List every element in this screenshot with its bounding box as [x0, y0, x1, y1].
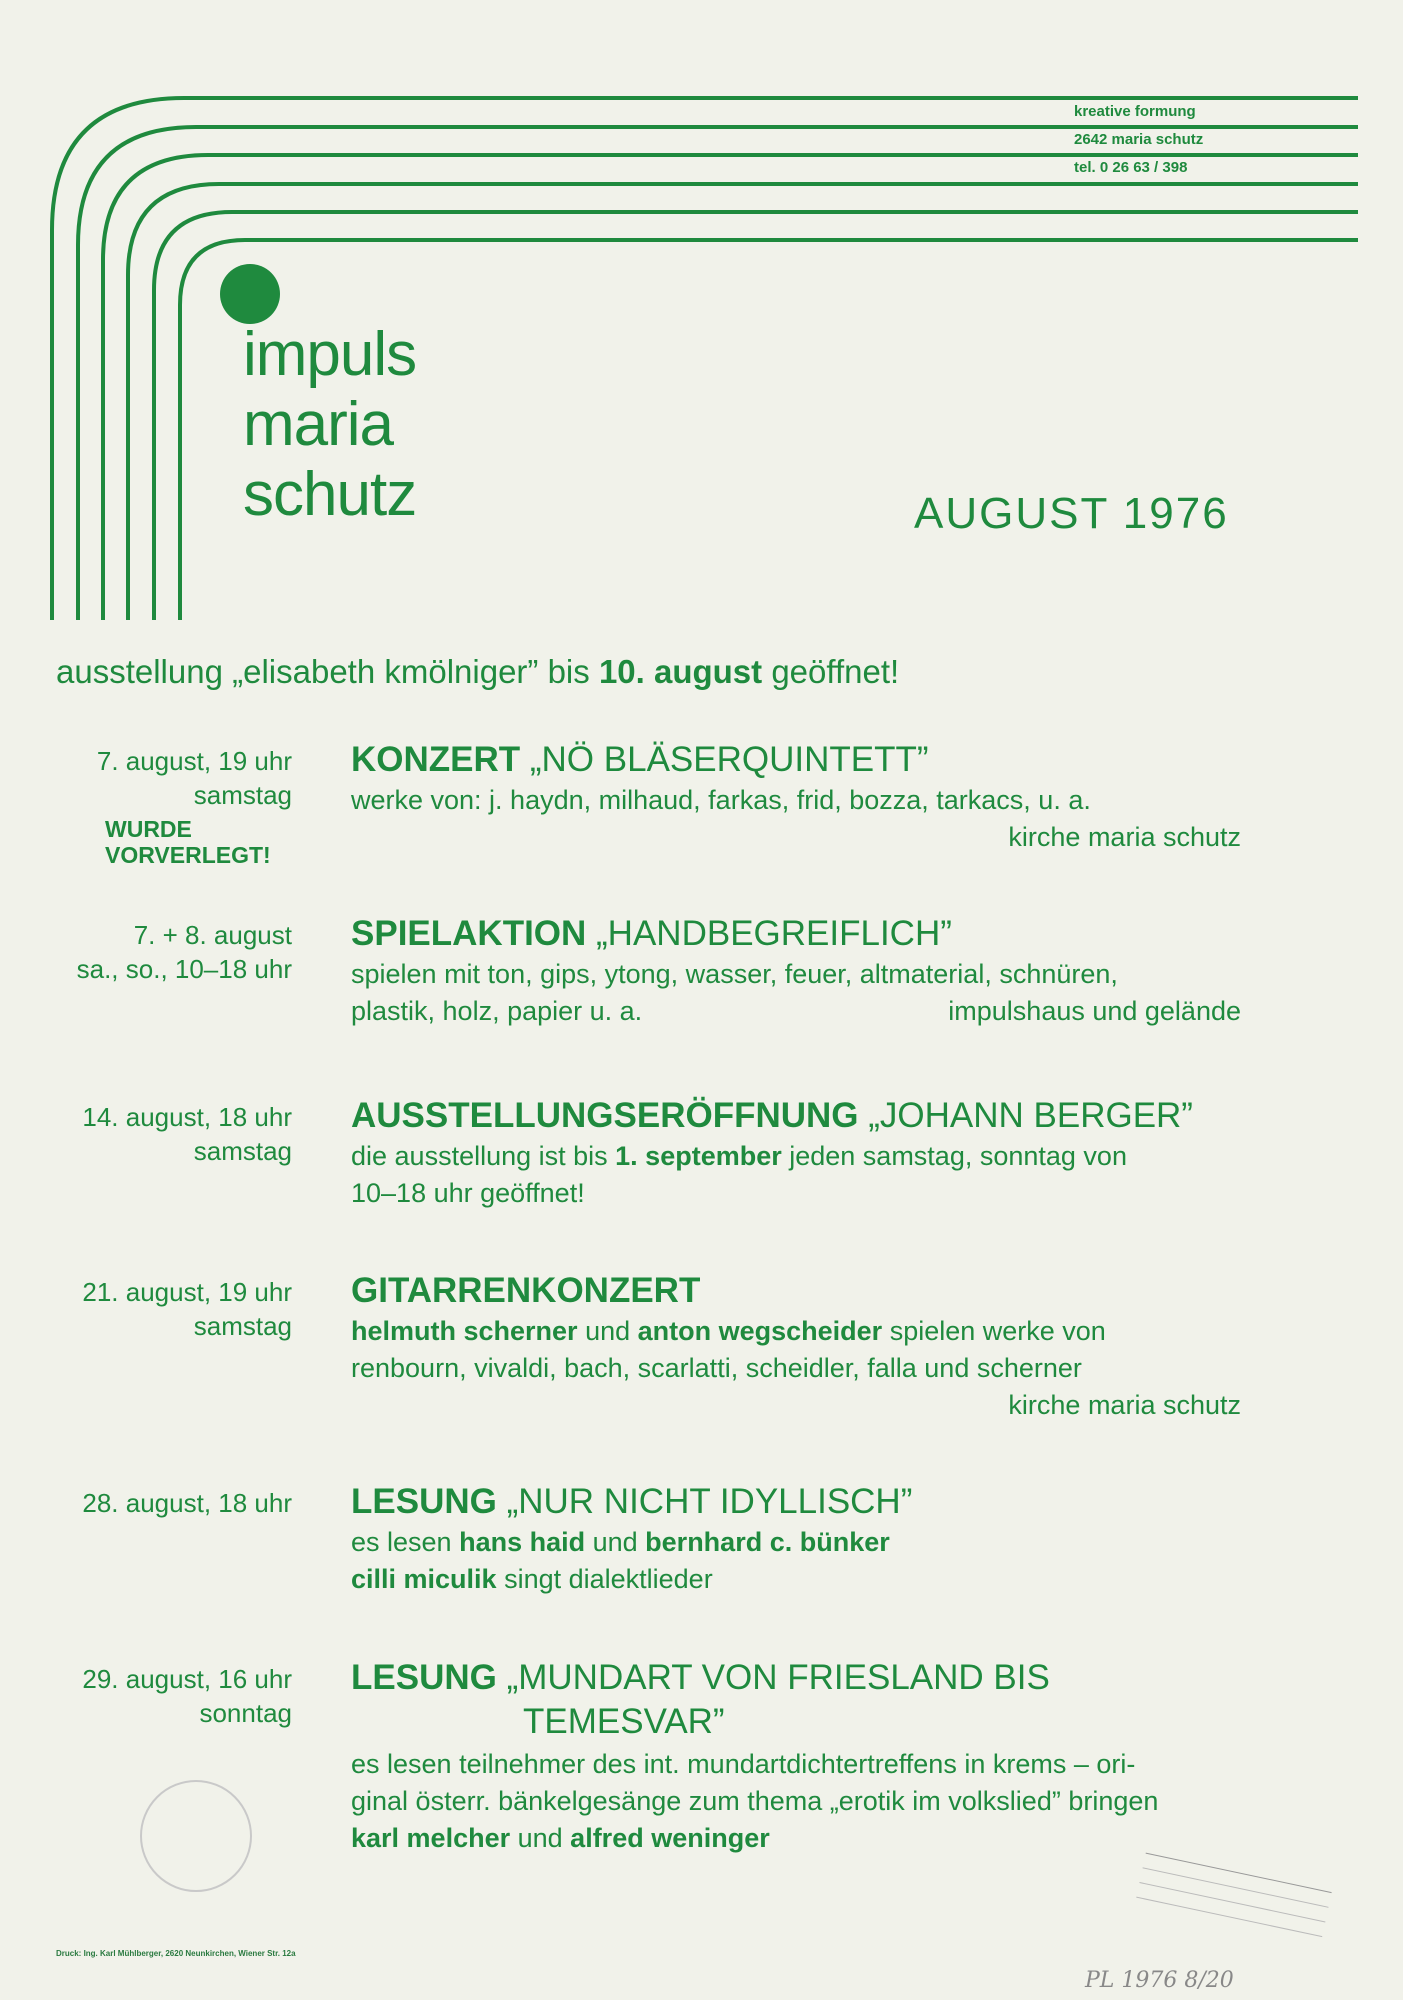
event-body: es lesen teilnehmer des int. mundartdichtertreffens in krems – ori- — [351, 1749, 1136, 1779]
logo-dot — [220, 264, 280, 324]
event-entry — [351, 1269, 1241, 1424]
body-text: singt dialektlieder — [496, 1564, 713, 1594]
day-line: sa., so., 10–18 uhr — [76, 954, 292, 984]
body-text: und — [577, 1316, 638, 1346]
event-body — [351, 1313, 1241, 1350]
body-text: und — [510, 1823, 571, 1853]
logo-line: schutz — [243, 460, 417, 529]
event-name: „HANDBEGREIFLICH” — [586, 914, 952, 953]
logo-line: maria — [243, 390, 394, 459]
logo-line: impuls — [243, 320, 417, 389]
archive-number: PL 1976 8/20 — [1085, 1968, 1234, 1993]
postponed-notice — [42, 816, 292, 868]
intro-text: geöffnet! — [762, 653, 900, 690]
performer-name: anton wegscheider — [637, 1316, 883, 1346]
event-title — [351, 1656, 1241, 1700]
notice-line: VORVERLEGT! — [105, 842, 271, 868]
event-entry — [351, 1480, 1241, 1598]
event-body: renbourn, vivaldi, bach, scarlatti, scheidler, falla und scherner — [351, 1353, 1082, 1383]
event-type: SPIELAKTION — [351, 914, 587, 953]
performer-name: cilli miculik — [351, 1564, 497, 1594]
event-name: „JOHANN BERGER” — [858, 1096, 1193, 1135]
intro-line — [56, 653, 899, 691]
event-name: TEMESVAR” — [523, 1702, 725, 1741]
day-line: samstag — [193, 1311, 292, 1341]
date-line: 29. august, 16 uhr — [82, 1664, 292, 1694]
event-body: spielen mit ton, gips, ytong, wasser, feuer, altmaterial, schnüren, — [351, 959, 1118, 989]
event-body: 10–18 uhr geöffnet! — [351, 1178, 585, 1208]
performer-name: hans haid — [459, 1527, 586, 1557]
body-text: es lesen — [351, 1527, 460, 1557]
event-entry — [351, 912, 1241, 1030]
event-date — [42, 918, 292, 986]
event-title — [351, 738, 1241, 782]
contact-line: tel. 0 26 63 / 398 — [1074, 159, 1188, 176]
event-entry — [351, 1656, 1241, 1857]
intro-text: ausstellung „elisabeth kmölniger” bis — [56, 653, 599, 690]
event-entry — [351, 1094, 1241, 1212]
event-body — [351, 1561, 1241, 1598]
event-body — [351, 1820, 1241, 1857]
event-type: AUSSTELLUNGSERÖFFNUNG — [351, 1096, 859, 1135]
event-body-row — [351, 993, 1241, 1030]
event-title — [351, 1094, 1241, 1138]
body-text: jeden samstag, sonntag von — [781, 1141, 1127, 1171]
performer-name: alfred weninger — [570, 1823, 770, 1853]
event-type: GITARRENKONZERT — [351, 1271, 701, 1310]
contact-line: 2642 maria schutz — [1074, 131, 1204, 148]
event-name: „NÖ BLÄSERQUINTETT” — [520, 740, 929, 779]
event-type: KONZERT — [351, 740, 521, 779]
date-line: 7. august, 19 uhr — [96, 746, 292, 776]
event-name: „MUNDART VON FRIESLAND BIS — [496, 1658, 1050, 1697]
body-text: die ausstellung ist bis — [351, 1141, 616, 1171]
day-line: samstag — [193, 1136, 292, 1166]
event-name: „NUR NICHT IDYLLISCH” — [496, 1482, 913, 1521]
day-line: sonntag — [199, 1698, 292, 1728]
date-line: 14. august, 18 uhr — [82, 1102, 292, 1132]
day-line: samstag — [193, 780, 292, 810]
performer-name: karl melcher — [351, 1823, 511, 1853]
date-line: 7. + 8. august — [133, 920, 292, 950]
body-text: spielen werke von — [882, 1316, 1106, 1346]
event-venue: impulshaus und gelände — [948, 996, 1241, 1026]
event-venue: kirche maria schutz — [1008, 822, 1241, 852]
event-title — [351, 912, 1241, 956]
performer-name: bernhard c. bünker — [645, 1527, 890, 1557]
event-date — [42, 1275, 292, 1343]
body-text: und — [585, 1527, 646, 1557]
contact-block — [1074, 103, 1203, 187]
event-type: LESUNG — [351, 1658, 497, 1697]
event-type: LESUNG — [351, 1482, 497, 1521]
event-title — [351, 1480, 1241, 1524]
month-heading: AUGUST 1976 — [914, 489, 1229, 538]
date-line: 28. august, 18 uhr — [82, 1488, 292, 1518]
event-date — [42, 1486, 292, 1520]
end-date: 1. september — [615, 1141, 782, 1171]
event-body: plastik, holz, papier u. a. — [351, 996, 643, 1026]
performer-name: helmuth scherner — [351, 1316, 578, 1346]
event-venue: kirche maria schutz — [1008, 1390, 1241, 1420]
event-body: werke von: j. haydn, milhaud, farkas, frid, bozza, tarkacs, u. a. — [351, 785, 1091, 815]
event-date — [42, 1100, 292, 1168]
date-line: 21. august, 19 uhr — [82, 1277, 292, 1307]
event-date — [42, 1662, 292, 1730]
event-body: ginal österr. bänkelgesänge zum thema „erotik im volkslied” bringen — [351, 1786, 1159, 1816]
event-body — [351, 1138, 1241, 1175]
intro-date: 10. august — [598, 653, 763, 690]
contact-line: kreative formung — [1074, 103, 1196, 120]
printer-credit: Druck: Ing. Karl Mühlberger, 2620 Neunkirchen, Wiener Str. 12a — [56, 1949, 296, 1958]
event-date — [42, 744, 292, 868]
library-stamp — [140, 1780, 252, 1892]
notice-line: WURDE — [105, 816, 192, 842]
event-entry — [351, 738, 1241, 856]
event-body — [351, 1524, 1241, 1561]
event-title — [351, 1269, 1241, 1313]
logo-text — [243, 320, 416, 530]
